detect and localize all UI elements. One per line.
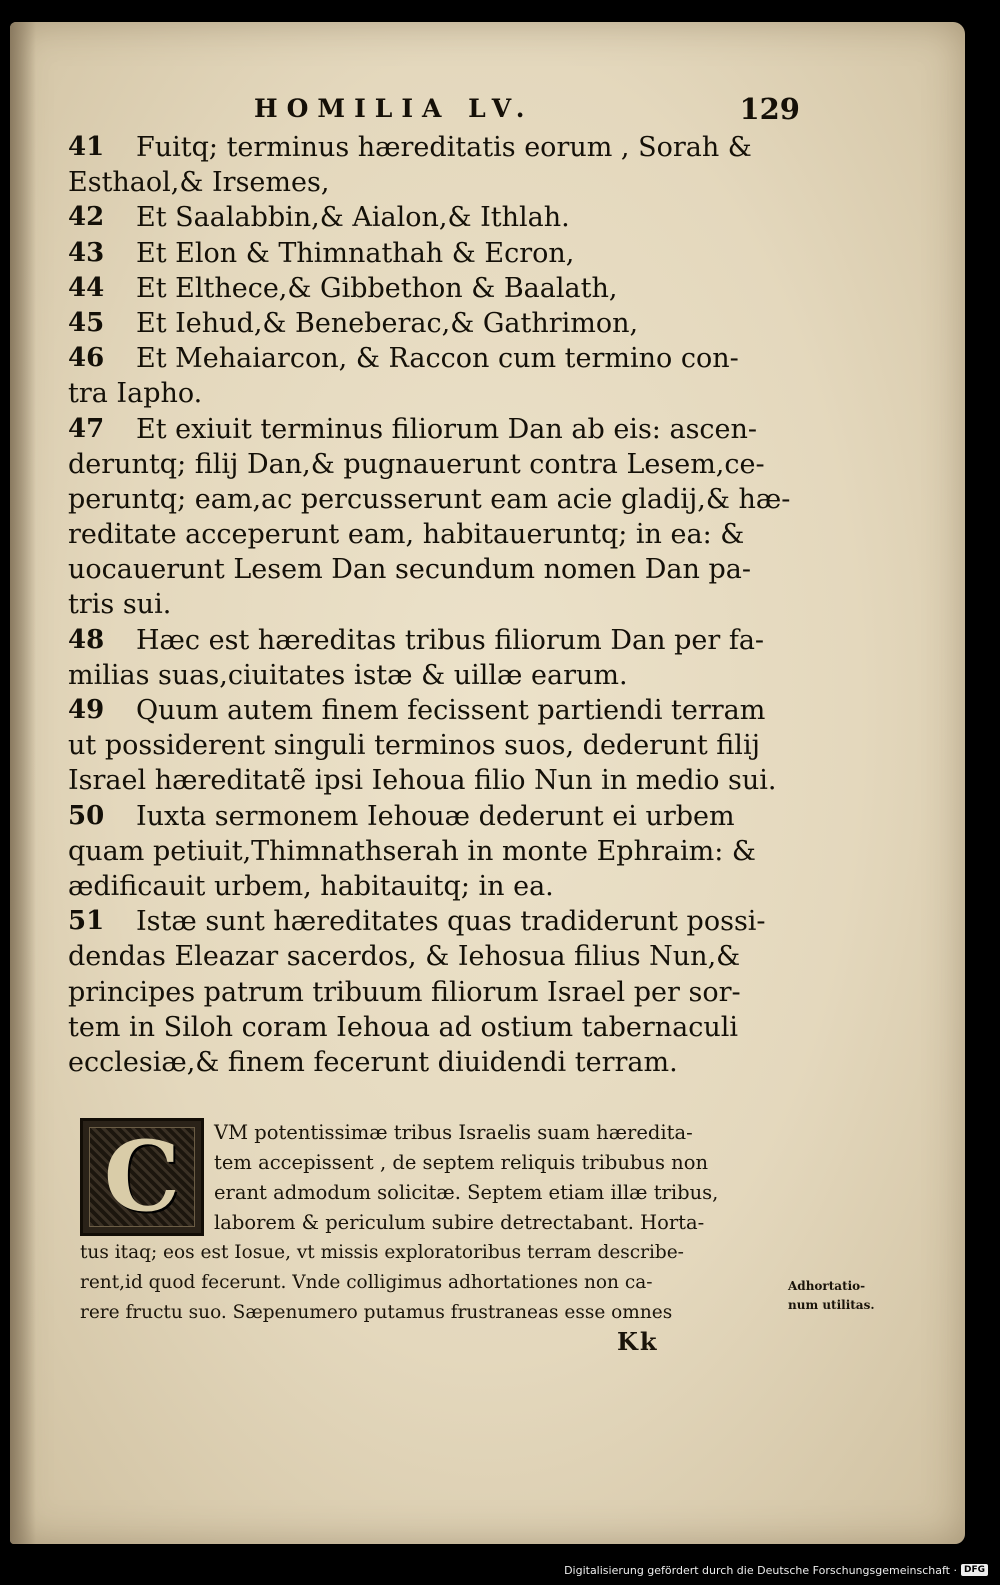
verse-text: peruntq; eam,ac percusserunt eam acie gladij,& hæ- — [68, 483, 791, 515]
commentary-line: tem accepissent , de septem reliquis tribubus non — [214, 1151, 709, 1174]
verse-line — [68, 904, 788, 939]
verse-text: deruntq; filij Dan,& pugnauerunt contra Lesem,ce- — [68, 448, 765, 480]
verse-line — [68, 200, 788, 235]
verse-line — [68, 306, 788, 341]
verse-number: 41 — [68, 132, 105, 162]
verse-line — [68, 236, 788, 271]
verse-text: ut possiderent singuli terminos suos, dederunt filij — [68, 730, 760, 762]
verse-text: tra Iapho. — [68, 378, 203, 410]
verse-text: Istæ sunt hæreditates quas tradiderunt possi- — [136, 906, 766, 938]
folio-number: 129 — [739, 92, 800, 126]
verse-number: 46 — [68, 343, 105, 374]
verse-line — [68, 1010, 788, 1045]
verse-line — [68, 412, 788, 447]
verse-line — [68, 728, 788, 763]
verse-number: 49 — [68, 695, 105, 725]
verse-line — [68, 939, 788, 974]
commentary-line: tus itaq; eos est Iosue, vt missis exploratoribus terram describe- — [80, 1242, 684, 1263]
decorated-initial — [80, 1118, 204, 1236]
verse-text: ædificauit urbem, habitauitq; in ea. — [68, 870, 554, 902]
verse-text: Esthaol,& Irsemes, — [68, 167, 330, 199]
verse-text: milias suas,ciuitates istæ & uillæ earum. — [68, 659, 628, 691]
verse-text: quam petiuit,Thimnathserah in monte Ephraim: & — [68, 835, 756, 867]
verse-number: 45 — [68, 307, 105, 338]
verse-text: Et Mehaiarcon, & Raccon cum termino con- — [136, 343, 739, 375]
verse-number: 51 — [68, 906, 105, 937]
verse-number: 42 — [68, 202, 105, 233]
verse-text: tris sui. — [68, 589, 172, 621]
verse-number: 43 — [68, 237, 105, 268]
margin-note-line: Adhortatio- — [788, 1279, 866, 1293]
verse-line — [68, 552, 788, 587]
verse-line — [68, 869, 788, 904]
commentary-line: rent,id quod fecerunt. Vnde colligimus adhortationes non ca- — [80, 1272, 653, 1293]
verse-text: ecclesiæ,& finem fecerunt diuidendi terram. — [68, 1046, 678, 1078]
verse-text: uocauerunt Lesem Dan secundum nomen Dan pa- — [68, 554, 752, 586]
commentary-line: VM potentissimæ tribus Israelis suam hæredita- — [214, 1121, 693, 1144]
footer-text: Digitalisierung gefördert durch die Deutsche Forschungsgemeinschaft · — [564, 1563, 957, 1577]
verse-line — [68, 799, 788, 834]
commentary-line: rere fructu suo. Sæpenumero putamus frustraneas esse omnes — [80, 1302, 673, 1323]
verse-text: principes patrum tribuum filiorum Israel per sor- — [68, 976, 741, 1008]
running-head — [240, 94, 800, 134]
verse-line — [68, 482, 791, 517]
verse-line — [68, 1045, 788, 1080]
verse-text: Et Elthece,& Gibbethon & Baalath, — [136, 272, 618, 304]
verse-text: dendas Eleazar sacerdos, & Iehosua filius Nun,& — [68, 941, 741, 973]
verse-text: Et exiuit terminus filiorum Dan ab eis: ascen- — [136, 413, 758, 445]
verse-number: 50 — [68, 800, 105, 831]
verse-text: Et Iehud,& Beneberac,& Gathrimon, — [136, 307, 639, 339]
initial-letter: C — [103, 1120, 181, 1233]
verse-number: 48 — [68, 624, 105, 655]
verse-line — [68, 975, 788, 1010]
verse-line — [68, 376, 788, 411]
verse-block — [68, 130, 791, 1080]
running-head-title: HOMILIA LV. — [254, 94, 534, 123]
digitization-footer — [564, 1561, 988, 1579]
book-page — [10, 22, 965, 1544]
verse-text: Fuitq; terminus hæreditatis eorum , Sorah & — [136, 132, 752, 163]
verse-number: 44 — [68, 272, 105, 303]
verse-text: Iuxta sermonem Iehouæ dederunt ei urbem — [136, 800, 735, 832]
verse-line — [68, 447, 788, 482]
verse-text: reditate acceperunt eam, habitaueruntq; in ea: & — [68, 519, 745, 551]
verse-text: Hæc est hæreditas tribus filiorum Dan per fa- — [136, 624, 765, 656]
commentary-line: erant admodum solicitæ. Septem etiam illæ tribus, — [214, 1181, 719, 1204]
verse-text: Et Elon & Thimnathah & Ecron, — [136, 237, 575, 269]
page-gutter — [10, 22, 36, 1544]
verse-line — [68, 165, 788, 200]
verse-line — [68, 517, 788, 552]
verse-text: Israel hæreditatẽ ipsi Iehoua filio Nun in medio sui. — [68, 765, 777, 797]
verse-number: 47 — [68, 413, 105, 444]
verse-line — [68, 693, 788, 728]
commentary-line: laborem & periculum subire detrectabant. Horta- — [214, 1211, 705, 1234]
verse-line — [68, 658, 788, 693]
verse-line — [68, 341, 788, 376]
signature-mark: Kk — [617, 1327, 659, 1356]
verse-line — [68, 587, 788, 622]
margin-note-line: num utilitas. — [788, 1298, 875, 1312]
dfg-logo-icon: DFG — [961, 1564, 988, 1576]
margin-note — [788, 1277, 908, 1315]
verse-line — [68, 834, 788, 869]
verse-line — [68, 763, 788, 798]
verse-line — [68, 271, 788, 306]
verse-text: Quum autem finem fecissent partiendi terram — [136, 695, 766, 726]
verse-line — [68, 623, 788, 658]
verse-text: tem in Siloh coram Iehoua ad ostium tabernaculi — [68, 1011, 739, 1043]
verse-line — [68, 130, 788, 165]
verse-text: Et Saalabbin,& Aialon,& Ithlah. — [136, 202, 570, 234]
